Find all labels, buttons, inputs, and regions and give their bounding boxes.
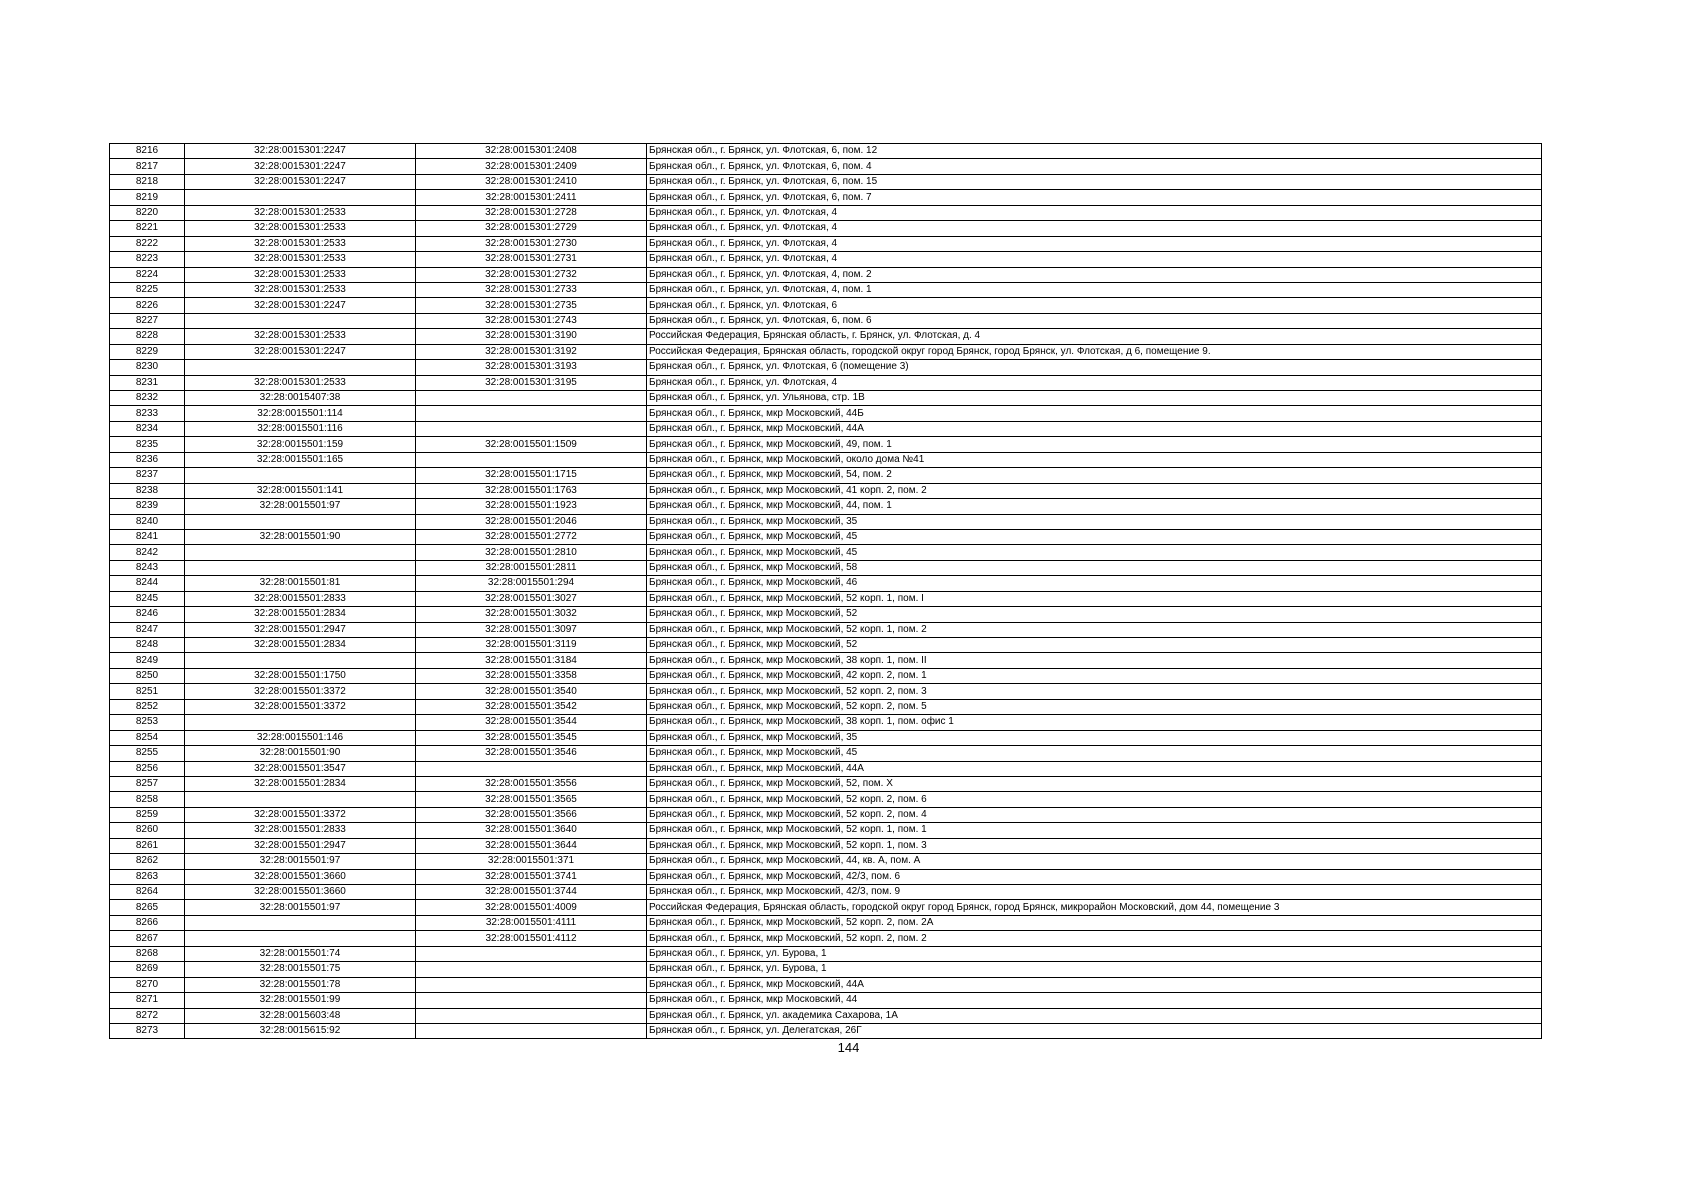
parent-cadastral-number-cell: 32:28:0015501:141 <box>185 483 416 498</box>
parent-cadastral-number-cell: 32:28:0015301:2533 <box>185 236 416 251</box>
parent-cadastral-number-cell: 32:28:0015501:3372 <box>185 807 416 822</box>
cadastral-number-cell <box>416 452 647 467</box>
table-row <box>110 946 1542 961</box>
table-row <box>110 885 1542 900</box>
parent-cadastral-number-cell: 32:28:0015501:75 <box>185 962 416 977</box>
parent-cadastral-number-cell: 32:28:0015301:2247 <box>185 174 416 189</box>
cadastral-number-cell: 32:28:0015501:3542 <box>416 699 647 714</box>
cadastral-number-cell: 32:28:0015501:3358 <box>416 668 647 683</box>
parent-cadastral-number-cell: 32:28:0015501:2947 <box>185 838 416 853</box>
table-row <box>110 607 1542 622</box>
parent-cadastral-number-cell: 32:28:0015301:2247 <box>185 298 416 313</box>
table-row <box>110 437 1542 452</box>
parent-cadastral-number-cell: 32:28:0015501:159 <box>185 437 416 452</box>
address-cell: Брянская обл., г. Брянск, ул. Флотская, 4 <box>647 205 1542 220</box>
row-number-cell: 8246 <box>110 607 185 622</box>
cadastral-number-cell: 32:28:0015501:1509 <box>416 437 647 452</box>
parent-cadastral-number-cell: 32:28:0015501:3660 <box>185 885 416 900</box>
table-row <box>110 1023 1542 1038</box>
address-cell: Брянская обл., г. Брянск, ул. Флотская, 6, пом. 12 <box>647 144 1542 159</box>
table-row <box>110 792 1542 807</box>
table-row <box>110 375 1542 390</box>
cadastral-number-cell: 32:28:0015501:294 <box>416 576 647 591</box>
table-row <box>110 638 1542 653</box>
address-cell: Брянская обл., г. Брянск, мкр Московский, около дома №41 <box>647 452 1542 467</box>
parent-cadastral-number-cell: 32:28:0015501:3372 <box>185 699 416 714</box>
row-number-cell: 8241 <box>110 529 185 544</box>
cadastral-number-cell <box>416 421 647 436</box>
table-row <box>110 421 1542 436</box>
table-row <box>110 993 1542 1008</box>
table-row <box>110 838 1542 853</box>
parent-cadastral-number-cell: 32:28:0015301:2533 <box>185 267 416 282</box>
address-cell: Брянская обл., г. Брянск, ул. Флотская, 4, пом. 2 <box>647 267 1542 282</box>
address-cell: Брянская обл., г. Брянск, мкр Московский, 52 корп. 2, пом. 2 <box>647 931 1542 946</box>
address-cell: Брянская обл., г. Брянск, мкр Московский, 45 <box>647 545 1542 560</box>
cadastral-number-cell: 32:28:0015501:3032 <box>416 607 647 622</box>
registry-table <box>109 143 1542 1039</box>
address-cell: Брянская обл., г. Брянск, мкр Московский, 44А <box>647 761 1542 776</box>
address-cell: Брянская обл., г. Брянск, мкр Московский, 52 корп. 2, пом. 4 <box>647 807 1542 822</box>
table-row <box>110 560 1542 575</box>
row-number-cell: 8220 <box>110 205 185 220</box>
parent-cadastral-number-cell: 32:28:0015501:114 <box>185 406 416 421</box>
table-row <box>110 313 1542 328</box>
cadastral-number-cell <box>416 406 647 421</box>
parent-cadastral-number-cell <box>185 792 416 807</box>
parent-cadastral-number-cell <box>185 931 416 946</box>
row-number-cell: 8249 <box>110 653 185 668</box>
table-row <box>110 236 1542 251</box>
cadastral-number-cell <box>416 993 647 1008</box>
parent-cadastral-number-cell: 32:28:0015301:2247 <box>185 144 416 159</box>
cadastral-number-cell: 32:28:0015301:3190 <box>416 329 647 344</box>
cadastral-number-cell <box>416 977 647 992</box>
row-number-cell: 8229 <box>110 344 185 359</box>
cadastral-number-cell: 32:28:0015501:2811 <box>416 560 647 575</box>
address-cell: Брянская обл., г. Брянск, ул. Флотская, 6, пом. 15 <box>647 174 1542 189</box>
address-cell: Брянская обл., г. Брянск, ул. Ульянова, стр. 1В <box>647 391 1542 406</box>
table-row <box>110 962 1542 977</box>
table-row <box>110 715 1542 730</box>
address-cell: Брянская обл., г. Брянск, мкр Московский, 52 корп. 1, пом. 2 <box>647 622 1542 637</box>
cadastral-number-cell: 32:28:0015501:4111 <box>416 915 647 930</box>
parent-cadastral-number-cell <box>185 715 416 730</box>
address-cell: Брянская обл., г. Брянск, мкр Московский, 52 корп. 2, пом. 2А <box>647 915 1542 930</box>
row-number-cell: 8239 <box>110 499 185 514</box>
cadastral-number-cell: 32:28:0015501:3640 <box>416 823 647 838</box>
cadastral-number-cell: 32:28:0015501:371 <box>416 854 647 869</box>
table-row <box>110 900 1542 915</box>
table-row <box>110 746 1542 761</box>
cadastral-number-cell <box>416 391 647 406</box>
parent-cadastral-number-cell: 32:28:0015501:97 <box>185 900 416 915</box>
parent-cadastral-number-cell: 32:28:0015501:90 <box>185 746 416 761</box>
row-number-cell: 8237 <box>110 468 185 483</box>
row-number-cell: 8250 <box>110 668 185 683</box>
cadastral-number-cell: 32:28:0015501:3540 <box>416 684 647 699</box>
cadastral-number-cell: 32:28:0015501:4009 <box>416 900 647 915</box>
table-row <box>110 391 1542 406</box>
row-number-cell: 8269 <box>110 962 185 977</box>
parent-cadastral-number-cell <box>185 653 416 668</box>
address-cell: Брянская обл., г. Брянск, мкр Московский, 58 <box>647 560 1542 575</box>
row-number-cell: 8222 <box>110 236 185 251</box>
table-row <box>110 761 1542 776</box>
parent-cadastral-number-cell: 32:28:0015301:2533 <box>185 329 416 344</box>
table-row <box>110 190 1542 205</box>
parent-cadastral-number-cell: 32:28:0015501:2833 <box>185 823 416 838</box>
row-number-cell: 8233 <box>110 406 185 421</box>
address-cell: Брянская обл., г. Брянск, ул. Флотская, 6, пом. 6 <box>647 313 1542 328</box>
parent-cadastral-number-cell: 32:28:0015501:2834 <box>185 638 416 653</box>
table-row <box>110 468 1542 483</box>
parent-cadastral-number-cell <box>185 360 416 375</box>
address-cell: Российская Федерация, Брянская область, городской округ город Брянск, город Брянск, микрорайон Московский, дом 44, помещение 3 <box>647 900 1542 915</box>
cadastral-number-cell: 32:28:0015301:2409 <box>416 159 647 174</box>
row-number-cell: 8262 <box>110 854 185 869</box>
table-row <box>110 344 1542 359</box>
cadastral-number-cell: 32:28:0015301:2410 <box>416 174 647 189</box>
cadastral-number-cell: 32:28:0015301:3195 <box>416 375 647 390</box>
parent-cadastral-number-cell: 32:28:0015301:2247 <box>185 159 416 174</box>
table-row <box>110 205 1542 220</box>
address-cell: Брянская обл., г. Брянск, мкр Московский, 42 корп. 2, пом. 1 <box>647 668 1542 683</box>
row-number-cell: 8248 <box>110 638 185 653</box>
parent-cadastral-number-cell: 32:28:0015501:97 <box>185 499 416 514</box>
cadastral-number-cell <box>416 1008 647 1023</box>
parent-cadastral-number-cell: 32:28:0015501:3547 <box>185 761 416 776</box>
row-number-cell: 8247 <box>110 622 185 637</box>
row-number-cell: 8223 <box>110 252 185 267</box>
table-row <box>110 622 1542 637</box>
parent-cadastral-number-cell: 32:28:0015501:146 <box>185 730 416 745</box>
row-number-cell: 8228 <box>110 329 185 344</box>
row-number-cell: 8235 <box>110 437 185 452</box>
cadastral-number-cell: 32:28:0015501:3184 <box>416 653 647 668</box>
row-number-cell: 8227 <box>110 313 185 328</box>
table-row <box>110 730 1542 745</box>
address-cell: Брянская обл., г. Брянск, мкр Московский, 44, пом. 1 <box>647 499 1542 514</box>
address-cell: Брянская обл., г. Брянск, мкр Московский, 41 корп. 2, пом. 2 <box>647 483 1542 498</box>
table-row <box>110 282 1542 297</box>
address-cell: Российская Федерация, Брянская область, г. Брянск, ул. Флотская, д. 4 <box>647 329 1542 344</box>
table-row <box>110 529 1542 544</box>
cadastral-number-cell: 32:28:0015501:3097 <box>416 622 647 637</box>
row-number-cell: 8268 <box>110 946 185 961</box>
table-row <box>110 684 1542 699</box>
parent-cadastral-number-cell: 32:28:0015301:2533 <box>185 375 416 390</box>
address-cell: Брянская обл., г. Брянск, мкр Московский, 38 корп. 1, пом. офис 1 <box>647 715 1542 730</box>
row-number-cell: 8259 <box>110 807 185 822</box>
row-number-cell: 8252 <box>110 699 185 714</box>
table-row <box>110 159 1542 174</box>
address-cell: Брянская обл., г. Брянск, мкр Московский, 54, пом. 2 <box>647 468 1542 483</box>
cadastral-number-cell: 32:28:0015301:2408 <box>416 144 647 159</box>
cadastral-number-cell: 32:28:0015301:2735 <box>416 298 647 313</box>
table-row <box>110 360 1542 375</box>
table-row <box>110 452 1542 467</box>
row-number-cell: 8236 <box>110 452 185 467</box>
cadastral-number-cell: 32:28:0015501:3544 <box>416 715 647 730</box>
parent-cadastral-number-cell <box>185 545 416 560</box>
row-number-cell: 8221 <box>110 221 185 236</box>
parent-cadastral-number-cell <box>185 915 416 930</box>
parent-cadastral-number-cell: 32:28:0015501:3372 <box>185 684 416 699</box>
address-cell: Брянская обл., г. Брянск, ул. Флотская, 4, пом. 1 <box>647 282 1542 297</box>
parent-cadastral-number-cell: 32:28:0015501:2834 <box>185 607 416 622</box>
address-cell: Брянская обл., г. Брянск, ул. Флотская, 6 <box>647 298 1542 313</box>
address-cell: Брянская обл., г. Брянск, ул. Флотская, 6, пом. 4 <box>647 159 1542 174</box>
registry-table-body <box>110 144 1542 1039</box>
cadastral-number-cell: 32:28:0015301:2743 <box>416 313 647 328</box>
table-row <box>110 653 1542 668</box>
parent-cadastral-number-cell: 32:28:0015603:48 <box>185 1008 416 1023</box>
parent-cadastral-number-cell <box>185 313 416 328</box>
parent-cadastral-number-cell: 32:28:0015501:1750 <box>185 668 416 683</box>
address-cell: Брянская обл., г. Брянск, мкр Московский, 44Б <box>647 406 1542 421</box>
address-cell: Брянская обл., г. Брянск, мкр Московский, 45 <box>647 746 1542 761</box>
address-cell: Брянская обл., г. Брянск, мкр Московский, 52 <box>647 638 1542 653</box>
table-row <box>110 854 1542 869</box>
cadastral-number-cell: 32:28:0015501:2772 <box>416 529 647 544</box>
row-number-cell: 8264 <box>110 885 185 900</box>
row-number-cell: 8245 <box>110 591 185 606</box>
address-cell: Брянская обл., г. Брянск, мкр Московский, 52 <box>647 607 1542 622</box>
table-row <box>110 545 1542 560</box>
cadastral-number-cell: 32:28:0015501:3744 <box>416 885 647 900</box>
address-cell: Брянская обл., г. Брянск, ул. Флотская, 6, пом. 7 <box>647 190 1542 205</box>
parent-cadastral-number-cell <box>185 190 416 205</box>
parent-cadastral-number-cell: 32:28:0015501:2834 <box>185 776 416 791</box>
cadastral-number-cell: 32:28:0015501:3644 <box>416 838 647 853</box>
parent-cadastral-number-cell: 32:28:0015301:2533 <box>185 282 416 297</box>
row-number-cell: 8270 <box>110 977 185 992</box>
cadastral-number-cell: 32:28:0015501:2046 <box>416 514 647 529</box>
table-row <box>110 221 1542 236</box>
page-number: 144 <box>837 1040 860 1055</box>
row-number-cell: 8224 <box>110 267 185 282</box>
parent-cadastral-number-cell: 32:28:0015501:99 <box>185 993 416 1008</box>
address-cell: Брянская обл., г. Брянск, мкр Московский, 42/3, пом. 9 <box>647 885 1542 900</box>
cadastral-number-cell: 32:28:0015301:2728 <box>416 205 647 220</box>
cadastral-number-cell: 32:28:0015501:3119 <box>416 638 647 653</box>
cadastral-number-cell: 32:28:0015501:3566 <box>416 807 647 822</box>
row-number-cell: 8238 <box>110 483 185 498</box>
address-cell: Брянская обл., г. Брянск, ул. Бурова, 1 <box>647 962 1542 977</box>
parent-cadastral-number-cell: 32:28:0015301:2533 <box>185 252 416 267</box>
parent-cadastral-number-cell: 32:28:0015301:2533 <box>185 221 416 236</box>
address-cell: Брянская обл., г. Брянск, мкр Московский, 35 <box>647 730 1542 745</box>
row-number-cell: 8251 <box>110 684 185 699</box>
row-number-cell: 8242 <box>110 545 185 560</box>
table-row <box>110 483 1542 498</box>
table-row <box>110 823 1542 838</box>
parent-cadastral-number-cell: 32:28:0015501:78 <box>185 977 416 992</box>
table-row <box>110 807 1542 822</box>
parent-cadastral-number-cell: 32:28:0015501:81 <box>185 576 416 591</box>
row-number-cell: 8263 <box>110 869 185 884</box>
cadastral-number-cell: 32:28:0015301:2411 <box>416 190 647 205</box>
address-cell: Брянская обл., г. Брянск, ул. Флотская, 4 <box>647 375 1542 390</box>
table-row <box>110 329 1542 344</box>
table-row <box>110 699 1542 714</box>
table-row <box>110 252 1542 267</box>
address-cell: Брянская обл., г. Брянск, мкр Московский, 38 корп. 1, пом. II <box>647 653 1542 668</box>
address-cell: Брянская обл., г. Брянск, ул. Флотская, 4 <box>647 221 1542 236</box>
address-cell: Брянская обл., г. Брянск, ул. Флотская, 4 <box>647 236 1542 251</box>
address-cell: Брянская обл., г. Брянск, мкр Московский, 49, пом. 1 <box>647 437 1542 452</box>
cadastral-number-cell: 32:28:0015501:1715 <box>416 468 647 483</box>
cadastral-number-cell: 32:28:0015501:2810 <box>416 545 647 560</box>
cadastral-number-cell: 32:28:0015501:3545 <box>416 730 647 745</box>
row-number-cell: 8244 <box>110 576 185 591</box>
table-row <box>110 514 1542 529</box>
address-cell: Брянская обл., г. Брянск, мкр Московский, 52 корп. 2, пом. 6 <box>647 792 1542 807</box>
cadastral-number-cell: 32:28:0015301:3192 <box>416 344 647 359</box>
parent-cadastral-number-cell: 32:28:0015501:97 <box>185 854 416 869</box>
cadastral-number-cell: 32:28:0015301:2732 <box>416 267 647 282</box>
address-cell: Брянская обл., г. Брянск, мкр Московский, 52 корп. 1, пом. 3 <box>647 838 1542 853</box>
cadastral-number-cell <box>416 1023 647 1038</box>
parent-cadastral-number-cell: 32:28:0015501:116 <box>185 421 416 436</box>
address-cell: Российская Федерация, Брянская область, городской округ город Брянск, город Брянск, ул. Флотская, д 6, помещение 9. <box>647 344 1542 359</box>
cadastral-number-cell: 32:28:0015301:2731 <box>416 252 647 267</box>
parent-cadastral-number-cell: 32:28:0015501:3660 <box>185 869 416 884</box>
parent-cadastral-number-cell: 32:28:0015501:90 <box>185 529 416 544</box>
address-cell: Брянская обл., г. Брянск, мкр Московский, 35 <box>647 514 1542 529</box>
address-cell: Брянская обл., г. Брянск, ул. Бурова, 1 <box>647 946 1542 961</box>
row-number-cell: 8232 <box>110 391 185 406</box>
row-number-cell: 8254 <box>110 730 185 745</box>
cadastral-number-cell <box>416 946 647 961</box>
parent-cadastral-number-cell: 32:28:0015407:38 <box>185 391 416 406</box>
row-number-cell: 8253 <box>110 715 185 730</box>
row-number-cell: 8267 <box>110 931 185 946</box>
cadastral-number-cell: 32:28:0015301:2730 <box>416 236 647 251</box>
cadastral-number-cell <box>416 962 647 977</box>
table-row <box>110 776 1542 791</box>
address-cell: Брянская обл., г. Брянск, мкр Московский, 52 корп. 2, пом. 5 <box>647 699 1542 714</box>
row-number-cell: 8266 <box>110 915 185 930</box>
parent-cadastral-number-cell: 32:28:0015501:2833 <box>185 591 416 606</box>
table-row <box>110 977 1542 992</box>
parent-cadastral-number-cell: 32:28:0015301:2533 <box>185 205 416 220</box>
parent-cadastral-number-cell: 32:28:0015301:2247 <box>185 344 416 359</box>
row-number-cell: 8257 <box>110 776 185 791</box>
row-number-cell: 8230 <box>110 360 185 375</box>
address-cell: Брянская обл., г. Брянск, мкр Московский, 44, кв. А, пом. А <box>647 854 1542 869</box>
row-number-cell: 8218 <box>110 174 185 189</box>
cadastral-number-cell: 32:28:0015501:3546 <box>416 746 647 761</box>
row-number-cell: 8256 <box>110 761 185 776</box>
row-number-cell: 8216 <box>110 144 185 159</box>
address-cell: Брянская обл., г. Брянск, ул. Флотская, 4 <box>647 252 1542 267</box>
parent-cadastral-number-cell: 32:28:0015615:92 <box>185 1023 416 1038</box>
address-cell: Брянская обл., г. Брянск, мкр Московский, 42/3, пом. 6 <box>647 869 1542 884</box>
address-cell: Брянская обл., г. Брянск, ул. Флотская, 6 (помещение 3) <box>647 360 1542 375</box>
parent-cadastral-number-cell <box>185 468 416 483</box>
cadastral-number-cell: 32:28:0015501:1763 <box>416 483 647 498</box>
table-row <box>110 668 1542 683</box>
cadastral-number-cell: 32:28:0015501:3565 <box>416 792 647 807</box>
table-row <box>110 931 1542 946</box>
row-number-cell: 8243 <box>110 560 185 575</box>
row-number-cell: 8255 <box>110 746 185 761</box>
cadastral-number-cell: 32:28:0015301:2729 <box>416 221 647 236</box>
address-cell: Брянская обл., г. Брянск, ул. академика Сахарова, 1А <box>647 1008 1542 1023</box>
parent-cadastral-number-cell: 32:28:0015501:2947 <box>185 622 416 637</box>
table-row <box>110 499 1542 514</box>
address-cell: Брянская обл., г. Брянск, мкр Московский, 46 <box>647 576 1542 591</box>
cadastral-number-cell: 32:28:0015501:1923 <box>416 499 647 514</box>
address-cell: Брянская обл., г. Брянск, мкр Московский, 52 корп. 1, пом. I <box>647 591 1542 606</box>
row-number-cell: 8231 <box>110 375 185 390</box>
address-cell: Брянская обл., г. Брянск, мкр Московский, 45 <box>647 529 1542 544</box>
table-row <box>110 144 1542 159</box>
table-row <box>110 267 1542 282</box>
table-row <box>110 915 1542 930</box>
row-number-cell: 8234 <box>110 421 185 436</box>
cadastral-number-cell: 32:28:0015301:3193 <box>416 360 647 375</box>
cadastral-number-cell: 32:28:0015501:3741 <box>416 869 647 884</box>
parent-cadastral-number-cell <box>185 560 416 575</box>
table-row <box>110 576 1542 591</box>
row-number-cell: 8240 <box>110 514 185 529</box>
row-number-cell: 8258 <box>110 792 185 807</box>
row-number-cell: 8217 <box>110 159 185 174</box>
row-number-cell: 8273 <box>110 1023 185 1038</box>
parent-cadastral-number-cell: 32:28:0015501:74 <box>185 946 416 961</box>
cadastral-number-cell <box>416 761 647 776</box>
parent-cadastral-number-cell: 32:28:0015501:165 <box>185 452 416 467</box>
address-cell: Брянская обл., г. Брянск, мкр Московский, 44А <box>647 421 1542 436</box>
row-number-cell: 8260 <box>110 823 185 838</box>
address-cell: Брянская обл., г. Брянск, мкр Московский, 44А <box>647 977 1542 992</box>
parent-cadastral-number-cell <box>185 514 416 529</box>
row-number-cell: 8225 <box>110 282 185 297</box>
table-row <box>110 591 1542 606</box>
cadastral-number-cell: 32:28:0015501:3027 <box>416 591 647 606</box>
table-row <box>110 174 1542 189</box>
table-row <box>110 869 1542 884</box>
row-number-cell: 8272 <box>110 1008 185 1023</box>
row-number-cell: 8271 <box>110 993 185 1008</box>
address-cell: Брянская обл., г. Брянск, мкр Московский, 52 корп. 1, пом. 1 <box>647 823 1542 838</box>
cadastral-number-cell: 32:28:0015501:4112 <box>416 931 647 946</box>
cadastral-number-cell: 32:28:0015301:2733 <box>416 282 647 297</box>
row-number-cell: 8265 <box>110 900 185 915</box>
address-cell: Брянская обл., г. Брянск, ул. Делегатская, 26Г <box>647 1023 1542 1038</box>
table-row <box>110 298 1542 313</box>
address-cell: Брянская обл., г. Брянск, мкр Московский, 44 <box>647 993 1542 1008</box>
row-number-cell: 8219 <box>110 190 185 205</box>
table-row <box>110 406 1542 421</box>
row-number-cell: 8261 <box>110 838 185 853</box>
address-cell: Брянская обл., г. Брянск, мкр Московский, 52, пом. X <box>647 776 1542 791</box>
table-row <box>110 1008 1542 1023</box>
address-cell: Брянская обл., г. Брянск, мкр Московский, 52 корп. 2, пом. 3 <box>647 684 1542 699</box>
row-number-cell: 8226 <box>110 298 185 313</box>
cadastral-number-cell: 32:28:0015501:3556 <box>416 776 647 791</box>
